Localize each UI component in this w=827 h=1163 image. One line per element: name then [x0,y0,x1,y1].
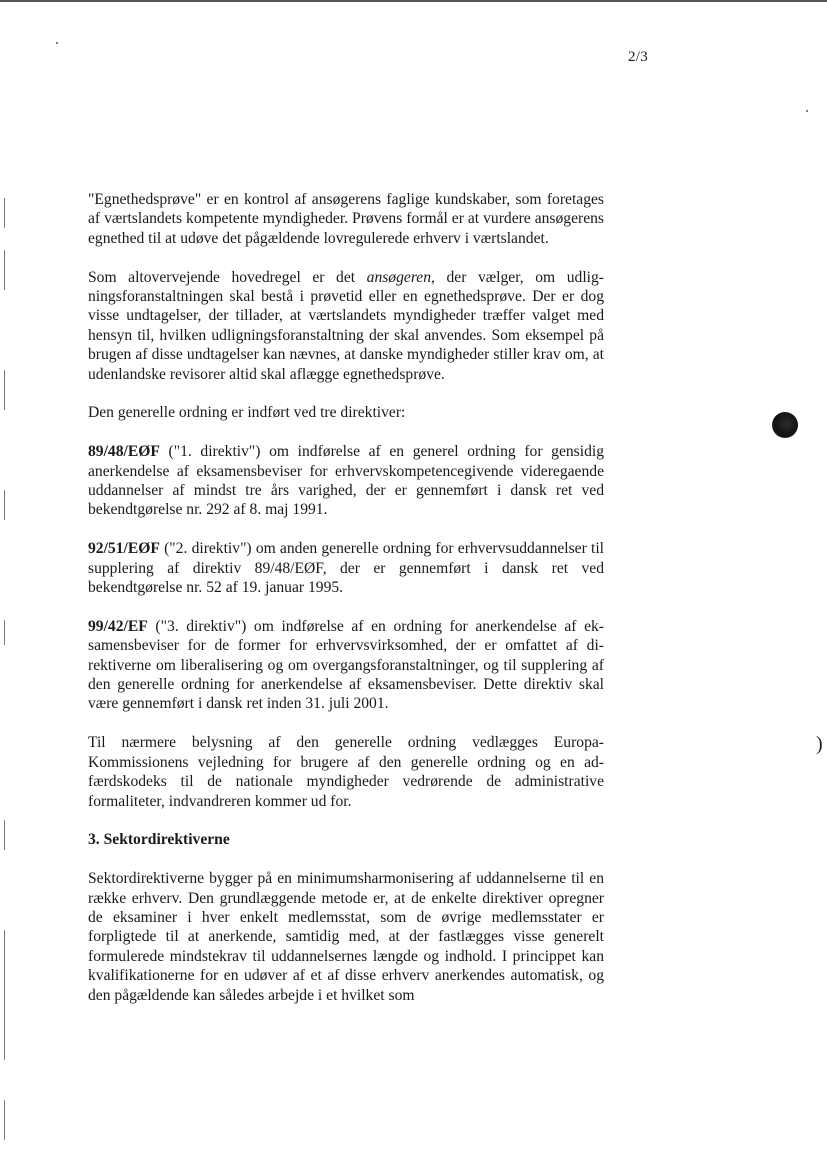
section-3-heading: 3. Sektordirektiverne [88,831,230,849]
section-3-body: Sektordirektiverne bygger på en minimumsharmonisering af uddannelserne til en række erhverv. Den grundlæggende metode er, at de enkelte direktiver opregner de eksaminer i hver enkelt medlemsstat, som de øvrige medlemsstater er forpligtede til at anerkende, samtidig med, at der fastlægges visse generelt formulerede mindstekrav til uddannelsernes længde og indhold. I princippet kan kvalifikationerne for en udøver af et af disse erhverv anerkendes automatisk, og den pågældende kan således arbejde i et hvilket som [88,870,604,1004]
directive-3-text: ("3. direktiv") om indførelse af en ordning for anerkendelse af eksamensbeviser for de former for erhvervsvirksomhed, der er omfattet af direktiverne om liberalisering og om overgangsforanstaltninger, og til supplering af den generelle ordning for anerkendelse af eksamensbeviser. Dette direktiv skal være gennemført i dansk ret inden 31. juli 2001. [88,617,604,713]
page-number: 2/3 [628,49,649,65]
directive-2-code: 92/51/EØF [88,540,160,558]
para2-before: Som altovervejende hovedregel er det [88,268,367,286]
paragraph-egnethedsprove: "Egnethedsprøve" er en kontrol af ansøgerens faglige kundskaber, som foretages af værtslandets kompetente myndigheder. Prøvens formål er at vurdere ansøgerens egnethed til at udøve det pågældende lovregulerede erhverv i værtslandet. [88,191,604,247]
directive-3-code: 99/42/EF [88,617,148,635]
para2-emphasis: ansøgeren [366,268,432,286]
scan-margin-line [4,490,5,520]
scan-margin-line [4,1100,5,1140]
directive-3 [88,617,604,714]
document-body [88,190,604,1005]
directive-1 [88,442,604,520]
scan-margin-line [4,620,5,645]
para2-after: , der vælger, om udligningsforanstaltningen skal bestå i prøvetid eller en egnethedsprøve. Der er dog visse undtagelser, der tillader, at værtslandets myndigheder træffer valget med hensyn til, hvilken udligningsforanstaltning der skal anvendes. Som eksempel på brugen af disse undtagelser kan nævnes, at danske myndigheder stiller krav om, at udenlandske revisorer altid skal aflægge egnethedsprøve. [88,268,604,383]
directive-1-text: ("1. direktiv") om indførelse af en generel ordning for gensidig anerkendelse af eksamensbeviser for erhvervskompetencegivende videregaende uddannelser af mindst tre års varighed, der er gennemført i dansk ret ved bekendtgørelse nr. 292 af 8. maj 1991. [88,443,604,519]
top-edge-rule [0,0,827,2]
scan-margin-line [4,198,5,228]
directive-2-text: ("2. direktiv") om anden generelle ordning for erhvervsuddannelser til supplering af direktiv 89/48/EØF, der er gennemført i dansk ret ved bekendtgørelse nr. 52 af 19. januar 1995. [88,540,604,597]
scan-speck [56,42,58,44]
paragraph-hovedregel [88,268,604,384]
scan-speck [806,110,808,112]
scan-margin-line [4,370,5,410]
margin-paren-mark: ) [816,733,823,755]
directive-2 [88,539,604,597]
paragraph-direktiver-intro: Den generelle ordning er indført ved tre direktiver: [88,404,406,422]
paragraph-vejledning: Til nærmere belysning af den generelle ordning vedlægges Europa-Kommissionens vejledning for brugere af den generelle ordning og en adfærdskodeks til de nationale myndigheder vedrørende de administrative formaliteter, indvandreren kommer ud for. [88,734,604,810]
scan-margin-line [4,820,5,850]
scan-margin-line [4,930,5,1060]
directive-1-code: 89/48/EØF [88,443,160,461]
scan-margin-line [4,250,5,290]
ink-blot-mark [772,412,798,438]
